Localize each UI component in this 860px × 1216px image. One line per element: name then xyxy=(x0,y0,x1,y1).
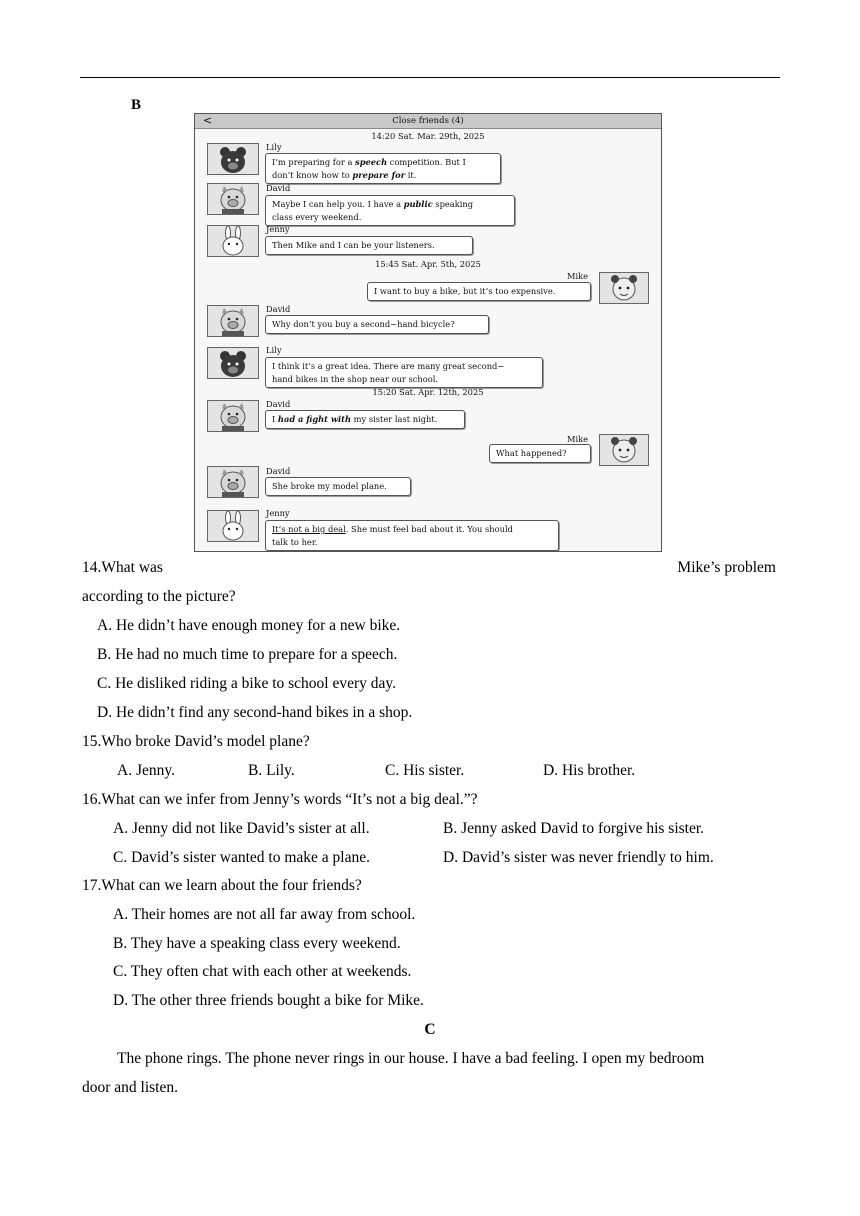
q16-option-b: B. Jenny asked David to forgive his sister. xyxy=(443,820,705,837)
chat-bubble xyxy=(265,195,515,226)
sender-name: David xyxy=(266,304,291,314)
back-arrow-icon: < xyxy=(203,114,213,127)
passage-c-line2: door and listen. xyxy=(82,1079,178,1096)
chat-bubble: She broke my model plane. xyxy=(265,477,411,496)
sheep-avatar-icon xyxy=(599,434,649,466)
bear-avatar-icon xyxy=(207,347,259,379)
q15-option-a: A. Jenny. xyxy=(117,762,175,779)
chat-bubble: Why don’t you buy a second−hand bicycle? xyxy=(265,315,489,334)
q16-option-a: A. Jenny did not like David’s sister at all. xyxy=(113,820,370,837)
sender-name: Mike xyxy=(567,271,589,281)
chat-timestamp: 14:20 Sat. Mar. 29th, 2025 xyxy=(371,131,485,141)
q14-option-c: C. He disliked riding a bike to school every day. xyxy=(97,675,397,692)
pig-avatar-icon xyxy=(207,305,259,337)
q16-option-c: C. David’s sister wanted to make a plane. xyxy=(113,849,370,866)
sheep-avatar-icon xyxy=(599,272,649,304)
q15-option-c: C. His sister. xyxy=(385,762,465,779)
chat-timestamp: 15:20 Sat. Apr. 12th, 2025 xyxy=(372,387,484,397)
bubble-text: competition. But I xyxy=(387,157,466,167)
bubble-emphasis: public xyxy=(403,199,433,209)
q17-option-b: B. They have a speaking class every weekend. xyxy=(113,935,401,952)
chat-bubble xyxy=(265,153,501,184)
q15-option-b: B. Lily. xyxy=(248,762,295,779)
bubble-text: I’m preparing for a xyxy=(272,157,356,167)
passage-c-line1: The phone rings. The phone never rings in our house. I have a bad feeling. I open my bedroom xyxy=(117,1050,705,1067)
bubble-underlined-text: It’s not a big deal xyxy=(272,524,346,534)
pig-avatar-icon xyxy=(207,466,259,498)
chat-title: Close friends (4) xyxy=(392,116,464,126)
pig-avatar-icon xyxy=(207,183,259,215)
rabbit-avatar-icon xyxy=(207,225,259,257)
q16-option-d: D. David’s sister was never friendly to him. xyxy=(443,849,714,866)
q16-stem: 16.What can we infer from Jenny’s words “It’s not a big deal.”? xyxy=(82,791,478,808)
chat-screenshot xyxy=(194,113,662,552)
bubble-text: I think it’s a great idea. There are many great second− xyxy=(272,361,505,371)
q14-stem-end: Mike’s problem xyxy=(677,559,776,576)
sender-name: Jenny xyxy=(266,224,290,234)
sender-name: David xyxy=(266,183,291,193)
bubble-text: . She must feel bad about it. You should xyxy=(345,524,513,534)
bubble-text: hand bikes in the shop near our school. xyxy=(272,373,439,384)
chat-bubble xyxy=(265,520,559,551)
chat-bubble xyxy=(265,410,465,429)
q17-option-c: C. They often chat with each other at weekends. xyxy=(113,963,412,980)
bubble-emphasis: speech xyxy=(355,157,388,167)
pig-avatar-icon xyxy=(207,400,259,432)
sender-name: Jenny xyxy=(266,508,290,518)
bubble-text: I xyxy=(272,414,278,424)
q17-option-d: D. The other three friends bought a bike for Mike. xyxy=(113,992,424,1009)
q14-stem-line2: according to the picture? xyxy=(82,588,236,605)
chat-bubble: Then Mike and I can be your listeners. xyxy=(265,236,473,255)
bubble-emphasis: prepare for xyxy=(352,169,406,180)
q15-stem: 15.Who broke David’s model plane? xyxy=(82,733,310,750)
chat-bubble: I want to buy a bike, but it’s too expensive. xyxy=(367,282,591,301)
bubble-text: class every weekend. xyxy=(272,211,362,222)
bubble-text: my sister last night. xyxy=(351,414,438,424)
bubble-text: it. xyxy=(405,169,417,180)
header-rule xyxy=(80,77,780,78)
bubble-emphasis: had a fight with xyxy=(277,414,352,424)
chat-bubble: What happened? xyxy=(489,444,591,463)
q14-option-b: B. He had no much time to prepare for a speech. xyxy=(97,646,398,663)
chat-bubble xyxy=(265,357,543,388)
section-b-heading: B xyxy=(131,97,142,113)
q17-stem: 17.What can we learn about the four friends? xyxy=(82,877,362,894)
q14-option-a: A. He didn’t have enough money for a new bike. xyxy=(97,617,401,634)
q14-stem-start: 14.What was xyxy=(82,559,163,576)
q15-option-d: D. His brother. xyxy=(543,762,636,779)
chat-header xyxy=(195,114,661,129)
section-c-heading: C xyxy=(424,1021,436,1038)
q17-option-a: A. Their homes are not all far away from school. xyxy=(113,906,416,923)
sender-name: Mike xyxy=(567,434,589,444)
bubble-text: don’t know how to xyxy=(272,169,353,180)
q14-option-d: D. He didn’t find any second-hand bikes in a shop. xyxy=(97,704,413,721)
bubble-text: Maybe I can help you. I have a xyxy=(272,199,404,209)
sender-name: Lily xyxy=(266,142,282,152)
sender-name: Lily xyxy=(266,345,282,355)
chat-timestamp: 15:45 Sat. Apr. 5th, 2025 xyxy=(375,259,481,269)
sender-name: David xyxy=(266,399,291,409)
bubble-text: speaking xyxy=(432,199,474,209)
bear-avatar-icon xyxy=(207,143,259,175)
sender-name: David xyxy=(266,466,291,476)
rabbit-avatar-icon xyxy=(207,510,259,542)
bubble-text: talk to her. xyxy=(272,536,318,547)
